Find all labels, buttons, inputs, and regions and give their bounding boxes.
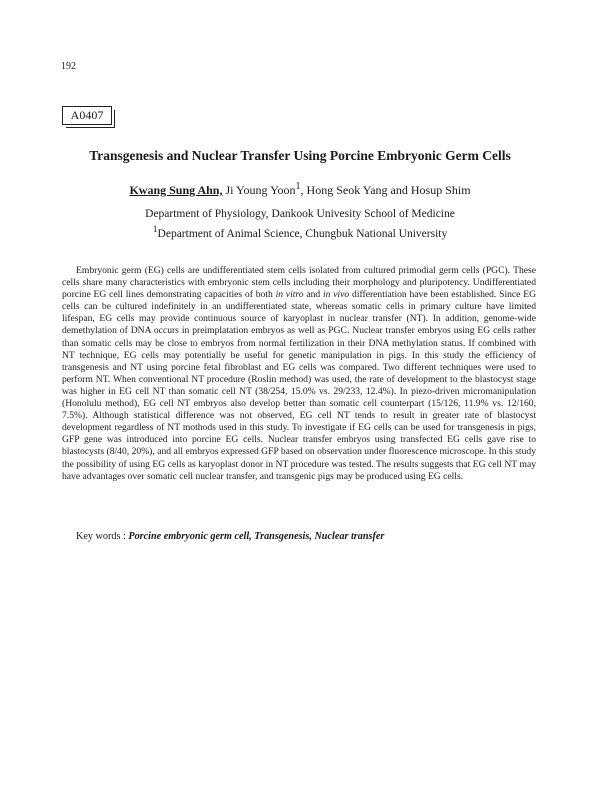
lead-author: Kwang Sung Ahn,	[129, 183, 223, 197]
page-number: 192	[61, 61, 76, 72]
keywords-label: Key words :	[76, 531, 129, 542]
author-line	[40, 181, 560, 198]
paper-title: Transgenesis and Nuclear Transfer Using Porcine Embryonic Germ Cells	[89, 148, 511, 163]
author-2-superscript: 1	[295, 181, 301, 192]
abstract-code-box: A0407	[62, 106, 112, 125]
other-authors: , Hong Seok Yang and Hosup Shim	[300, 183, 471, 197]
affiliation-2-superscript: 1	[152, 224, 158, 235]
abstract-text-2: and	[303, 289, 323, 301]
abstract-italic-1: in vitro	[275, 289, 304, 301]
abstract-italic-2: in vivo	[323, 289, 350, 301]
keywords-values: Porcine embryonic germ cell, Transgenesis, Nuclear transfer	[128, 531, 385, 542]
author-2: Ji Young Yoon	[222, 183, 296, 197]
affiliation-2	[40, 224, 560, 240]
abstract-text-1: Embryonic germ (EG) cells are undifferentiated stem cells isolated from cultured primodial germ cells (PGC). These cells share many characteristics with embryonic stem cells including their morphology and pluripotency. Undifferentiated porcine EG cell lines demonstrating capacities of both	[62, 265, 536, 301]
abstract-text-3: differentiation have been established. Since EG cells can be cultured indefinitely in an undifferentiated state, whereas somatic cells in primary culture have limited lifespan, EG cells may provide continuous source of karyoplast in nuclear transfer (NT). In addition, genome-wide demethylation of DNA occurs in preimplatation embryos as well as PGC. Nuclear transfer embryos using EG cells rather than somatic cells may be close to embryos from normal fertilization in their DNA methylation status. If combined with NT technique, EG cells may potentially be useful for genetic manipulation in pigs. In this study the efficiency of transgenesis and NT using porcine fetal fibroblast and EG cells was compared. Two different techniques were used to perform NT. When conventional NT procedure (Roslin method) was used, the rate of development to the blastocyst stage was higher in EG cell NT than somatic cell NT (38/254, 15.0% vs. 29/233, 12.4%). In piezo-driven micromanipulation (Honolulu method), EG cell NT embryos also develop better than somatic cell counterpart (15/126, 11.9% vs. 12/160, 7.5%). Although statistical difference was not observed, EG cell NT tends to result in greater rate of blastocyst development regardless of NT mothods used in this study. To investigate if EG cells can be used for transgenesis in pigs, GFP gene was introduced into porcine EG cells. Nuclear transfer embryos using transfected EG cells gave rise to blastocysts (8/40, 20%), and all embryos expressed GFP based on observation under fluorescence microscope. In this study the possibility of using EG cells as karyoplast donor in NT procedure was tested. The results suggests that EG cell NT may have advantages over somatic cell nuclear transfer, and transgenic pigs may be produced using EG cells.	[62, 289, 536, 482]
abstract-body	[62, 265, 536, 483]
keywords-line	[76, 531, 384, 542]
affiliation-2-text: Department of Animal Science, Chungbuk National University	[157, 227, 448, 240]
affiliation-1: Department of Physiology, Dankook Univesity School of Medicine	[145, 208, 455, 220]
